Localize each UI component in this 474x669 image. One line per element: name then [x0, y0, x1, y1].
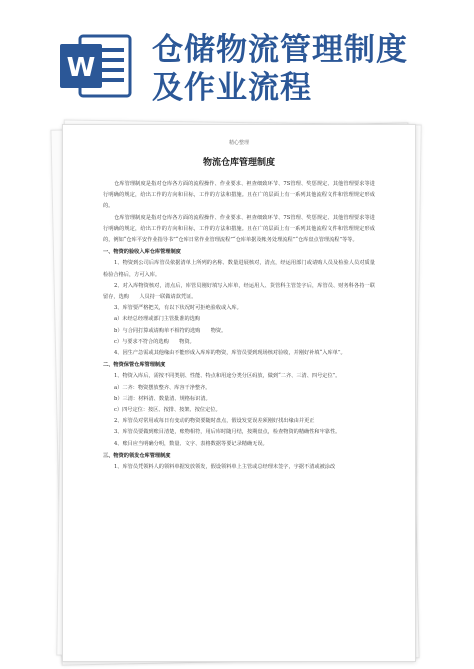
body-paragraph: 1、物资到公司后库管员依据清单上所列的名称、数量进展核对，清点，经运用部门或请购人员及检验人员对质量检验合格后，方可入库。: [103, 260, 375, 278]
body-paragraph: 3、库管要严格把关，有以下状况时可拒绝验收或入库。: [114, 305, 242, 312]
body-paragraph: 4、因生产急需或其他缘由不能形成入库库的物资，库管员要到现场核对验收，并刚好补填“入库单”。: [114, 350, 346, 357]
document-body: [103, 179, 375, 473]
body-paragraph: a）二齐：物资摆放整齐、库容干净整齐。: [114, 384, 211, 391]
body-paragraph: c）四号定位：按区、按排、按架、按位定位。: [114, 407, 221, 414]
body-paragraph: 仓库管理制度是指对仓库各方面的流程操作、作业要求、袒查细致环节、7S管理、奖惩规定、其他管理要求等进行明确的规定，给出工作的方向和目标，工作的方法和措施。且在广的层面上有一系列其他流程文件和管理规定形成的，例如“仓库平安作业指导书”“仓库日常作业管理流程”“仓库单据及帐务处理流程”“仓库盘点管理流程”等等。: [103, 214, 375, 244]
document-small-heading: 精心整理: [228, 140, 249, 146]
body-paragraph: 4、账目应当明确分明，数量、文字、表格数据等要记录精确无误。: [114, 440, 268, 447]
section-heading: 三、物资的领发仓库管理制度: [103, 452, 171, 459]
body-paragraph: 仓库管理制度是指对仓库各方面的流程操作、作业要求、袒查细致环节、7S管理、奖惩规定、其他管理要求等进行明确的规定，给出工作的方向和目标，工作的方法和措施。且在广的层面上有一系列其他流程文件和管理规定形成的。: [103, 181, 375, 210]
body-paragraph: c）与要求不符合的选购 物资。: [114, 338, 195, 345]
body-paragraph: 1、物资入库后，需按不同类别、性能、特点和用途分类分区码放，做到“二齐、三清、四号定位”。: [114, 373, 341, 380]
page-title-line-1: 仓储物流管理制度: [152, 32, 408, 68]
body-paragraph: b）与合同打算或请购单不相符的选购 物资。: [114, 327, 227, 334]
body-paragraph: 2、库管员对常用或每日有变动的物资要随时盘点，假设发觉误差须刚好找出缘由并更正: [114, 418, 315, 425]
document-page: [62, 124, 416, 662]
body-paragraph: 3、库管员要做到账目清楚，账物相符，用后库时随月结，按期盘点，检查物资的精确性和牢靠性。: [114, 429, 341, 436]
body-paragraph: 1、库管员凭领料人的领料单据发放领发，假设领料单上主管或总经理未签字，字据不清或被涂改: [114, 464, 336, 471]
document-preview: [56, 118, 420, 664]
word-document-icon: [58, 30, 134, 102]
section-heading: 一、物资的验收入库仓库管理制度: [103, 249, 181, 256]
document-title: 物流仓库管理制度: [202, 158, 275, 168]
header-banner: [0, 0, 474, 118]
svg-text:W: W: [66, 53, 96, 83]
body-paragraph: 2、对入库物资核对，清点后，库管员刚好填写入库单，经运用人、货管科主管签字后，库管员、财务科各持一联留存，选购 人员持一联做请款凭证。: [103, 282, 375, 301]
section-heading: 二、物资保管仓库管理制度: [103, 362, 166, 369]
body-paragraph: b）三清：材料清、数量清、规格标识清。: [114, 395, 211, 402]
body-paragraph: a）未经总经理或部门主管批准的选购: [114, 316, 201, 323]
page-title-line-2: 及作业流程: [152, 70, 312, 106]
